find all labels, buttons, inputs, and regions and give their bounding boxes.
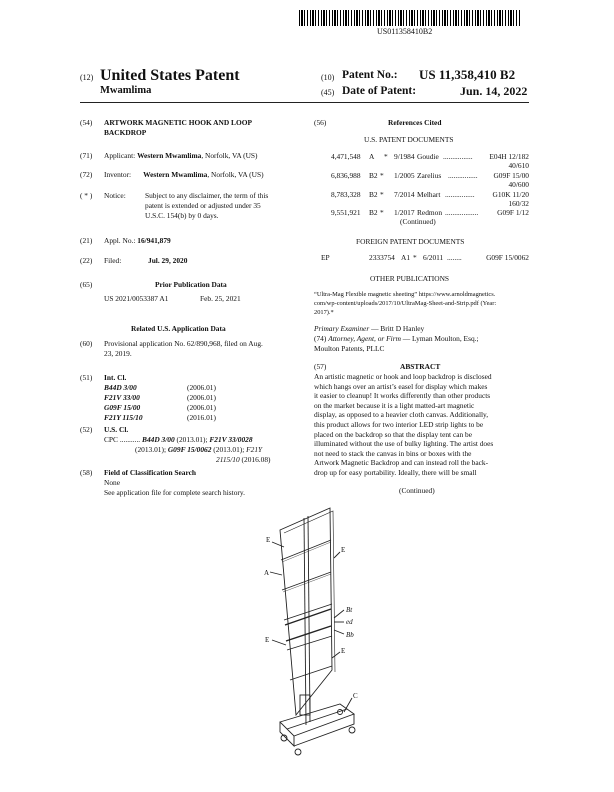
field-num: (58) — [80, 468, 93, 477]
us-doc-star: * — [380, 190, 384, 199]
prior-date: Feb. 25, 2021 — [200, 294, 241, 303]
patent-no-num: (10) — [321, 73, 335, 82]
title-line2: BACKDROP — [104, 128, 147, 137]
barcode-number: US011358410B2 — [377, 27, 433, 36]
us-doc-kind: B2 — [369, 190, 378, 199]
header-rule — [80, 102, 529, 103]
intcl-num: (51) — [80, 373, 93, 382]
patent-drawing — [240, 500, 380, 782]
field-label: Field of Classification Search — [104, 468, 197, 477]
notice-line1: Subject to any disclaimer, the term of this — [145, 191, 269, 200]
cpc-line3: 2115/10 (2016.08) — [216, 455, 271, 464]
us-doc-class: G09F 1/12 — [497, 208, 529, 217]
foreign-dots: ........ — [447, 253, 462, 262]
us-doc-date: 9/1984 — [394, 152, 415, 161]
refs-continued: (Continued) — [400, 217, 436, 226]
us-doc-class2: 160/32 — [508, 199, 529, 208]
us-doc-kind: A — [369, 152, 375, 161]
applicant-num: (71) — [80, 151, 93, 160]
prior-pub: US 2021/0053387 A1 — [104, 294, 169, 303]
related-heading: Related U.S. Application Data — [131, 324, 226, 333]
prov-line1: Provisional application No. 62/890,968, filed on Aug. — [104, 339, 263, 348]
other-line2: com/wp-content/uploads/2017/10/UltraMag-Sheet-and-Strip.pdf (Year: — [314, 300, 497, 307]
cpc-line2: (2013.01); G09F 15/0062 (2013.01); F21Y — [135, 445, 263, 454]
abstract-line: illuminated without the use of bulky lighting. The artist does — [314, 439, 494, 449]
cpc-line1: CPC ........... B44D 3/00 (2013.01); F21V 33/0028 — [104, 435, 253, 444]
us-doc-dots: .................. — [445, 208, 479, 217]
abstract-body — [314, 372, 530, 478]
refs-heading: References Cited — [388, 118, 442, 127]
label-E: E — [266, 536, 271, 544]
us-doc-class: E04H 12/182 — [489, 152, 529, 161]
barcode — [299, 10, 520, 26]
field-value: None — [104, 478, 121, 487]
us-doc-class: G09F 15/00 — [493, 171, 529, 180]
filed-value: Jul. 29, 2020 — [148, 256, 188, 265]
us-doc-star: * — [380, 171, 384, 180]
intcl-ver: (2016.01) — [187, 413, 216, 422]
us-doc-date: 1/2017 — [394, 208, 415, 217]
filed-num: (22) — [80, 256, 93, 265]
title-num: (54) — [80, 118, 93, 127]
notice-num: ( * ) — [80, 191, 93, 200]
us-doc-dots: ................ — [445, 190, 475, 199]
label-E: E — [341, 546, 346, 554]
foreign-country: EP — [321, 253, 330, 262]
us-doc-name: Melhart — [417, 190, 441, 199]
label-C: C — [353, 692, 358, 700]
other-line3: 2017).* — [314, 309, 334, 316]
abstract-line: Artwork Magnetic Backdrop and can instead roll the back- — [314, 458, 489, 468]
filed-label: Filed: — [104, 256, 122, 265]
notice-line3: U.S.C. 154(b) by 0 days. — [145, 211, 219, 220]
abstract-line: display, as opposed to a heavier cloth canvas. Additionally, — [314, 410, 489, 420]
label-E: E — [341, 647, 346, 655]
label-Bb: Bb — [346, 631, 354, 639]
appl-line: Appl. No.: 16/941,879 — [104, 236, 171, 245]
field-note: See application file for complete search history. — [104, 488, 245, 497]
intcl-ver: (2006.01) — [187, 403, 216, 412]
us-doc-no: 9,551,921 — [331, 208, 361, 217]
us-doc-name: Zarelius — [417, 171, 442, 180]
us-doc-star: * — [384, 152, 388, 161]
document-type: United States Patent — [100, 67, 240, 84]
intcl-code: B44D 3/00 — [104, 383, 137, 392]
date-num: (45) — [321, 88, 335, 97]
inventor-surname: Mwamlima — [100, 85, 152, 96]
examiner-line: Primary Examiner — Britt D Hanley — [314, 324, 425, 333]
us-doc-class2: 40/600 — [508, 180, 529, 189]
abstract-line: An artistic magnetic or hook and loop backdrop is disclosed — [314, 372, 492, 381]
label-A: A — [264, 569, 270, 577]
other-heading: OTHER PUBLICATIONS — [370, 274, 450, 283]
us-doc-dots: ................ — [448, 171, 478, 180]
us-doc-no: 4,471,548 — [331, 152, 361, 161]
abstract-line: it easier to cleanup! It works differently than other products — [314, 391, 491, 401]
abstract-heading: ABSTRACT — [400, 362, 441, 371]
intcl-ver: (2006.01) — [187, 393, 216, 402]
patent-no-label: Patent No.: — [342, 69, 398, 81]
us-doc-row — [321, 190, 529, 208]
prov-line2: 23, 2019. — [104, 349, 132, 358]
prior-heading: Prior Publication Data — [155, 280, 227, 289]
title-line1: ARTWORK MAGNETIC HOOK AND LOOP — [104, 118, 252, 127]
intcl-code: F21V 33/00 — [104, 393, 140, 402]
date-label: Date of Patent: — [342, 85, 417, 97]
us-doc-dots: ................ — [443, 152, 473, 161]
abstract-line: this product allows for two interior LED strip lights to be — [314, 419, 484, 429]
us-doc-class2: 40/610 — [508, 161, 529, 170]
inventor-line: Inventor: Western Mwamlima, Norfolk, VA (US) — [104, 170, 264, 179]
prov-num: (60) — [80, 339, 93, 348]
us-doc-no: 6,836,988 — [331, 171, 361, 180]
patent-date: Jun. 14, 2022 — [460, 84, 528, 98]
abstract-line: which hangs over an artist’s easel for display which makes — [314, 381, 488, 391]
us-doc-date: 7/2014 — [394, 190, 415, 199]
notice-label: Notice: — [104, 191, 126, 200]
intcl-ver: (2006.01) — [187, 383, 216, 392]
us-doc-date: 1/2005 — [394, 171, 415, 180]
uscl-num: (52) — [80, 425, 93, 434]
base-frame — [280, 704, 354, 736]
foreign-row — [321, 253, 529, 263]
us-doc-name: Goudie — [417, 152, 439, 161]
prior-num: (65) — [80, 280, 93, 289]
abstract-continued: (Continued) — [399, 486, 435, 495]
attorney-line: (74) Attorney, Agent, or Firm — Lyman Moulton, Esq.; — [314, 334, 479, 343]
foreign-heading: FOREIGN PATENT DOCUMENTS — [356, 237, 465, 246]
label-Bt: Bt — [346, 606, 353, 614]
other-line1: “Ultra-Mag Flexible magnetic sheeting” https://www.arnoldmagnetics. — [314, 291, 496, 298]
intcl-code: G09F 15/00 — [104, 403, 141, 412]
us-doc-no: 8,783,328 — [331, 190, 361, 199]
foreign-star: * — [413, 253, 417, 262]
abstract-num: (57) — [314, 362, 327, 371]
appl-num: (21) — [80, 236, 93, 245]
abstract-line: placed on the backdrop so that the display tent can be — [314, 429, 473, 439]
label-ed: ed — [346, 618, 353, 626]
foreign-date: 6/2011 — [423, 253, 444, 262]
notice-line2: patent is extended or adjusted under 35 — [145, 201, 261, 210]
us-doc-row — [321, 171, 529, 189]
attorney-line2: Moulton Patents, PLLC — [314, 344, 385, 353]
us-doc-row — [321, 152, 529, 170]
foreign-no: 2333754 — [369, 253, 395, 262]
us-doc-class: G10K 11/20 — [492, 190, 529, 199]
applicant-line: Applicant: Western Mwamlima, Norfolk, VA (US) — [104, 151, 258, 160]
us-doc-kind: B2 — [369, 208, 378, 217]
patent-no: US 11,358,410 B2 — [419, 67, 516, 82]
kind-code-num: (12) — [80, 73, 94, 82]
uscl-label: U.S. Cl. — [104, 425, 129, 434]
foreign-class: G09F 15/0062 — [486, 253, 529, 262]
us-doc-name: Redmon — [417, 208, 443, 217]
abstract-line: drop up for easy portability. Ideally, there will be small — [314, 467, 477, 477]
intcl-code: F21Y 115/10 — [104, 413, 143, 422]
us-doc-star: * — [380, 208, 384, 217]
label-E: E — [265, 636, 270, 644]
abstract-line: on the market because it is a light matted-art magnetic — [314, 400, 475, 410]
us-doc-kind: B2 — [369, 171, 378, 180]
foreign-kind: A1 — [401, 253, 411, 262]
refs-num: (56) — [314, 118, 327, 127]
inventor-num: (72) — [80, 170, 93, 179]
intcl-label: Int. Cl. — [104, 373, 127, 382]
abstract-line: not need to stack the canvas in bins or boxes with the — [314, 448, 472, 458]
us-docs-heading: U.S. PATENT DOCUMENTS — [364, 135, 454, 144]
